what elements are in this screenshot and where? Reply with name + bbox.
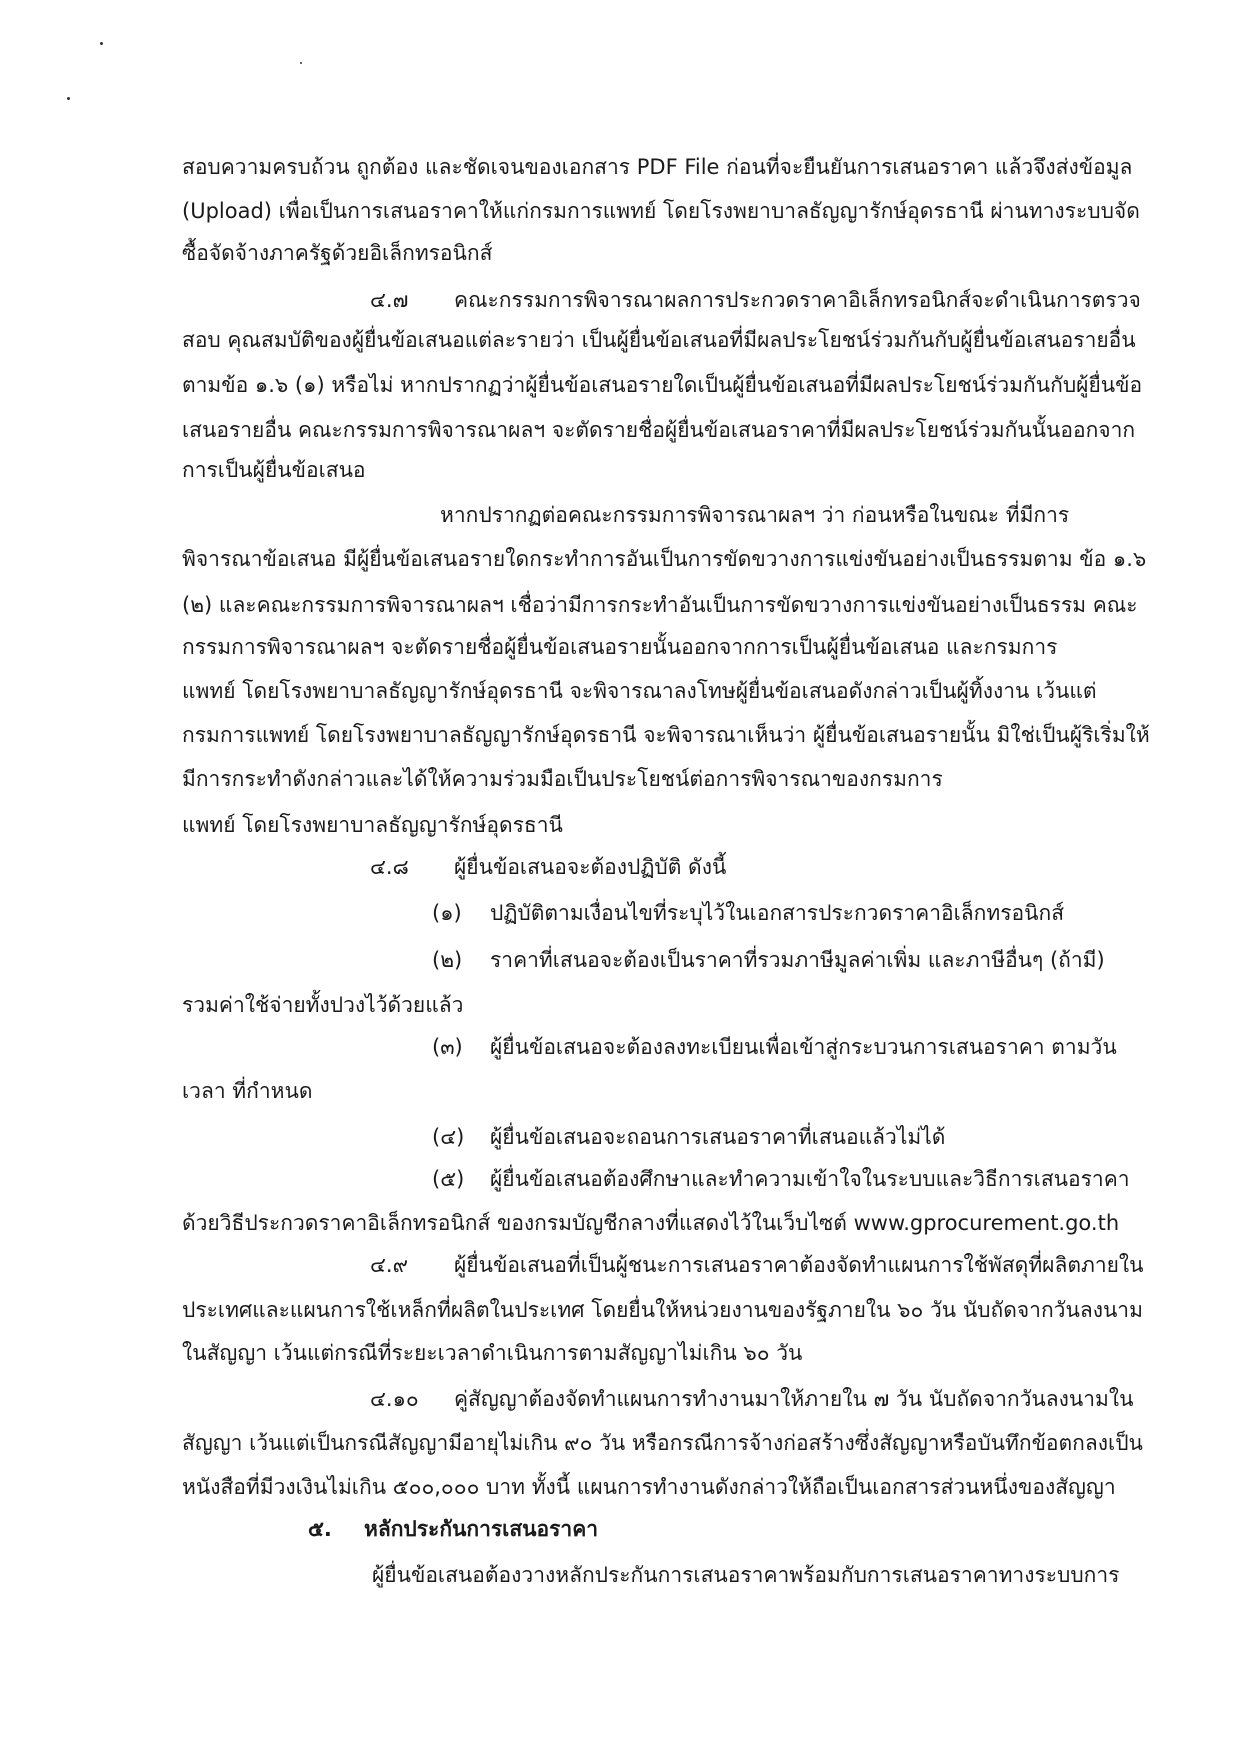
body-line: (Upload) เพื่อเป็นการเสนอราคาให้แก่กรมการแพทย์ โดยโรงพยาบาลธัญญารักษ์อุดรธานี ผ่านทางระบบจัด (182, 199, 1140, 223)
body-line: พิจารณาข้อเสนอ มีผู้ยื่นข้อเสนอรายใดกระทำการอันเป็นการขัดขวางการแข่งขันอย่างเป็นธรรมตาม ข้อ ๑.๖ (182, 547, 1147, 571)
body-line: ผู้ยื่นข้อเสนอที่เป็นผู้ชนะการเสนอราคาต้องจัดทำแผนการใช้พัสดุที่ผลิตภายใน (454, 1253, 1144, 1277)
body-line: สอบความครบถ้วน ถูกต้อง และชัดเจนของเอกสาร PDF File ก่อนที่จะยืนยันการเสนอราคา แล้วจึงส่งข้อมูล (182, 155, 1133, 179)
item-number: (๔) (432, 1125, 465, 1149)
body-line: ประเทศและแผนการใช้เหล็กที่ผลิตในประเทศ โดยยื่นให้หน่วยงานของรัฐภายใน ๖๐ วัน นับถัดจากวันลงนาม (182, 1298, 1143, 1322)
section-number: ๕. (308, 1517, 332, 1541)
body-line: ราคาที่เสนอจะต้องเป็นราคาที่รวมภาษีมูลค่าเพิ่ม และภาษีอื่นๆ (ถ้ามี) (490, 948, 1105, 972)
body-line: แพทย์ โดยโรงพยาบาลธัญญารักษ์อุดรธานี (182, 813, 563, 837)
clause-number: ๔.๙ (370, 1253, 408, 1277)
clause-number: ๔.๗ (370, 288, 409, 312)
body-line: หนังสือที่มีวงเงินไม่เกิน ๕๐๐,๐๐๐ บาท ทั้งนี้ แผนการทำงานดังกล่าวให้ถือเป็นเอกสารส่วนหนึ่งของสัญญา (182, 1475, 1116, 1499)
body-line: กรรมการพิจารณาผลฯ จะตัดรายชื่อผู้ยื่นข้อเสนอรายนั้นออกจากการเป็นผู้ยื่นข้อเสนอ และกรมการ (182, 635, 1058, 659)
body-line: การเป็นผู้ยื่นข้อเสนอ (182, 458, 366, 482)
body-line: ปฏิบัติตามเงื่อนไขที่ระบุไว้ในเอกสารประกวดราคาอิเล็กทรอนิกส์ (490, 901, 1065, 925)
body-line: สอบ คุณสมบัติของผู้ยื่นข้อเสนอแต่ละรายว่า เป็นผู้ยื่นข้อเสนอที่มีผลประโยชน์ร่วมกันกับผู้ยื่นข้อเสนอรายอื่น (182, 328, 1136, 352)
body-line: ด้วยวิธีประกวดราคาอิเล็กทรอนิกส์ ของกรมบัญชีกลางที่แสดงไว้ในเว็บไซต์ www.gprocurement.go.th (182, 1211, 1120, 1235)
body-line: มีการกระทำดังกล่าวและได้ให้ความร่วมมือเป็นประโยชน์ต่อการพิจารณาของกรมการ (182, 767, 943, 791)
item-number: (๒) (432, 948, 463, 972)
clause-number: ๔.๑๐ (370, 1387, 419, 1411)
body-line: คู่สัญญาต้องจัดทำแผนการทำงานมาให้ภายใน ๗ วัน นับถัดจากวันลงนามใน (454, 1387, 1134, 1411)
scan-speck (67, 97, 70, 100)
body-line: ตามข้อ ๑.๖ (๑) หรือไม่ หากปรากฏว่าผู้ยื่นข้อเสนอรายใดเป็นผู้ยื่นข้อเสนอที่มีผลประโยชน์ร่วมกันกับผู้ยื่นข้อ (182, 373, 1143, 397)
scan-speck (100, 42, 103, 45)
body-line: สัญญา เว้นแต่เป็นกรณีสัญญามีอายุไม่เกิน ๙๐ วัน หรือกรณีการจ้างก่อสร้างซึ่งสัญญาหรือบันทึกข้อตกลงเป็น (182, 1431, 1143, 1455)
body-line: กรมการแพทย์ โดยโรงพยาบาลธัญญารักษ์อุดรธานี จะพิจารณาเห็นว่า ผู้ยื่นข้อเสนอรายนั้น มิใช่เป็นผู้ริเริ่มให้ (182, 723, 1150, 747)
body-line: ผู้ยื่นข้อเสนอจะต้องลงทะเบียนเพื่อเข้าสู่กระบวนการเสนอราคา ตามวัน (490, 1035, 1117, 1059)
section-heading: หลักประกันการเสนอราคา (364, 1517, 599, 1541)
body-line: ผู้ยื่นข้อเสนอจะต้องปฏิบัติ ดังนี้ (454, 855, 727, 879)
clause-number: ๔.๘ (370, 855, 409, 879)
scan-speck (300, 62, 302, 64)
body-line: ผู้ยื่นข้อเสนอต้องศึกษาและทำความเข้าใจในระบบและวิธีการเสนอราคา (490, 1167, 1130, 1191)
body-line: เสนอรายอื่น คณะกรรมการพิจารณาผลฯ จะตัดรายชื่อผู้ยื่นข้อเสนอราคาที่มีผลประโยชน์ร่วมกันนั้นออกจาก (182, 418, 1136, 442)
body-line: ในสัญญา เว้นแต่กรณีที่ระยะเวลาดำเนินการตามสัญญาไม่เกิน ๖๐ วัน (182, 1341, 803, 1365)
body-line: แพทย์ โดยโรงพยาบาลธัญญารักษ์อุดรธานี จะพิจารณาลงโทษผู้ยื่นข้อเสนอดังกล่าวเป็นผู้ทิ้งงาน เว้นแต่ (182, 679, 1097, 703)
body-line: ผู้ยื่นข้อเสนอต้องวางหลักประกันการเสนอราคาพร้อมกับการเสนอราคาทางระบบการ (372, 1563, 1120, 1587)
body-line: คณะกรรมการพิจารณาผลการประกวดราคาอิเล็กทรอนิกส์จะดำเนินการตรวจ (454, 288, 1141, 312)
body-line: รวมค่าใช้จ่ายทั้งปวงไว้ด้วยแล้ว (182, 993, 464, 1017)
item-number: (๓) (432, 1035, 463, 1059)
body-line: (๒) และคณะกรรมการพิจารณาผลฯ เชื่อว่ามีการกระทำอันเป็นการขัดขวางการแข่งขันอย่างเป็นธรรม คณะ (182, 593, 1138, 617)
body-line: ซื้อจัดจ้างภาครัฐด้วยอิเล็กทรอนิกส์ (182, 241, 493, 265)
item-number: (๑) (432, 901, 462, 925)
body-line: เวลา ที่กำหนด (182, 1079, 313, 1103)
body-line: หากปรากฏต่อคณะกรรมการพิจารณาผลฯ ว่า ก่อนหรือในขณะ ที่มีการ (440, 503, 1070, 527)
body-line: ผู้ยื่นข้อเสนอจะถอนการเสนอราคาที่เสนอแล้วไม่ได้ (490, 1125, 946, 1149)
item-number: (๕) (432, 1167, 465, 1191)
